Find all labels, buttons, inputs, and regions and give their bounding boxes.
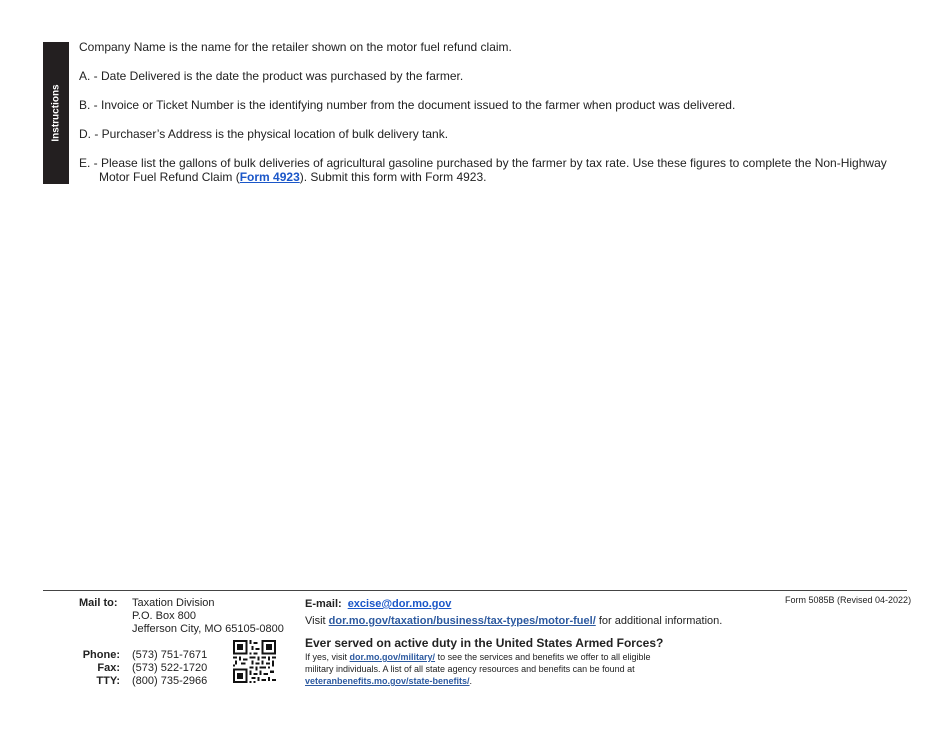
instruction-d: D. - Purchaser’s Address is the physical location of bulk delivery tank. <box>79 127 449 141</box>
military-text-mid: to see the services and benefits we offer to all eligible military individuals. A list of all state agency resources and benefits can be found at <box>305 652 651 674</box>
form-number: Form 5085B (Revised 04-2022) <box>785 595 912 605</box>
phone-label: Phone: <box>82 649 120 661</box>
military-link[interactable]: dor.mo.gov/military/ <box>349 652 436 662</box>
tty-label: TTY: <box>96 675 120 687</box>
motor-fuel-link[interactable]: dor.mo.gov/taxation/business/tax-types/motor-fuel/ <box>328 615 596 627</box>
instructions-section <box>79 40 909 199</box>
instruction-e-text-end: ). Submit this form with Form 4923. <box>299 170 487 184</box>
military-text-start: If yes, visit <box>305 652 348 662</box>
instruction-a: A. - Date Delivered is the date the product was purchased by the farmer. <box>79 69 464 83</box>
instruction-e <box>79 156 909 184</box>
visit-text-end: for additional information. <box>598 615 723 627</box>
visit-text: Visit <box>305 615 326 627</box>
visit-row <box>305 615 722 627</box>
address-line: P.O. Box 800 <box>132 610 197 622</box>
address-line: Taxation Division <box>132 597 215 609</box>
veteran-benefits-link[interactable]: veteranbenefits.mo.gov/state-benefits/ <box>305 676 470 686</box>
instruction-b: B. - Invoice or Ticket Number is the identifying number from the document issued to the farmer when product was delivered. <box>79 98 736 112</box>
phone-number: (573) 751-7671 <box>132 649 208 661</box>
military-text-end: . <box>469 676 473 686</box>
email-link[interactable]: excise@dor.mo.gov <box>347 598 452 610</box>
fax-label: Fax: <box>97 662 120 674</box>
military-heading: Ever served on active duty in the United States Armed Forces? <box>305 636 664 650</box>
military-text <box>305 651 675 687</box>
contact-values <box>132 649 207 688</box>
instructions-side-tab <box>43 42 69 184</box>
contact-labels <box>70 649 120 688</box>
qr-code-icon[interactable] <box>233 640 276 683</box>
form-4923-link[interactable]: Form 4923 <box>239 170 300 184</box>
fax-number: (573) 522-1720 <box>132 662 208 674</box>
email-row <box>305 598 451 610</box>
instruction-e-text: E. - Please list the gallons of bulk deliveries of agricultural gasoline purchased by the farmer by tax rate. Use these figures to complete the Non-Highway Motor Fuel Refund Claim ( <box>79 156 887 184</box>
email-label: E-mail: <box>305 598 342 610</box>
address-line: Jefferson City, MO 65105-0800 <box>132 623 284 635</box>
company-name-instruction: Company Name is the name for the retailer shown on the motor fuel refund claim. <box>79 40 512 54</box>
tty-number: (800) 735-2966 <box>132 675 208 687</box>
side-tab-label: Instructions <box>50 84 62 142</box>
mailing-address <box>132 597 284 636</box>
mail-to-label: Mail to: <box>79 597 118 609</box>
footer-divider <box>43 590 907 591</box>
